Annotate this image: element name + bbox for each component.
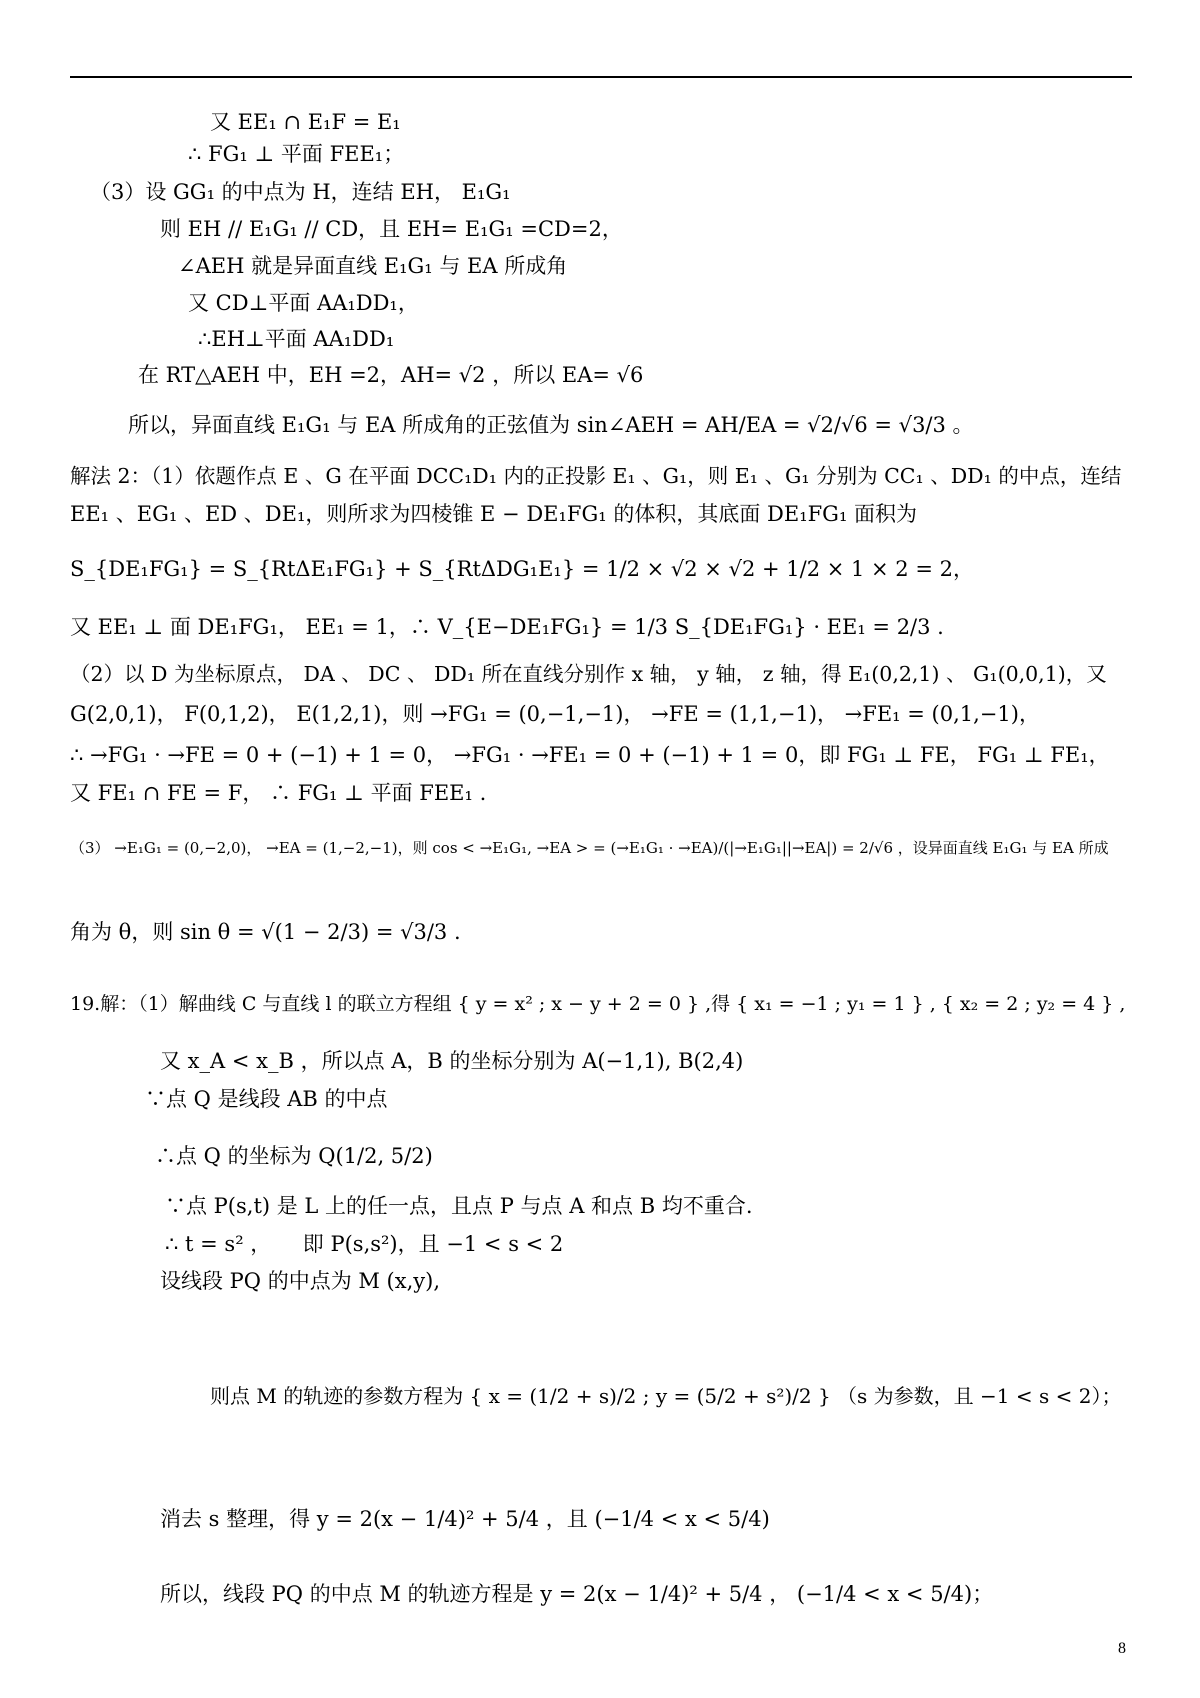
text-line: 19.解：（1）解曲线 C 与直线 l 的联立方程组 { y = x² ; x − y + 2 = 0 } ,得 { x₁ = −1 ; y₁ = 1 } , { x₂ = 2 ; y₂ = 4 } , bbox=[70, 993, 1126, 1015]
text-line: ∵点 Q 是线段 AB 的中点 bbox=[145, 1087, 388, 1111]
text-line: ∴EH⊥平面 AA₁DD₁ bbox=[198, 327, 395, 351]
text-line: EE₁ 、EG₁ 、ED 、DE₁，则所求为四棱锥 E − DE₁FG₁ 的体积，其底面 DE₁FG₁ 面积为 bbox=[70, 502, 918, 526]
text-line: ∴点 Q 的坐标为 Q(1/2, 5/2) bbox=[155, 1144, 433, 1168]
text-line: 则 EH // E₁G₁ // CD，且 EH= E₁G₁ =CD=2， bbox=[160, 217, 623, 241]
text-line: G(2,0,1)， F(0,1,2)， E(1,2,1)，则 →FG₁ = (0,−1,−1)， →FE = (1,1,−1)， →FE₁ = (0,1,−1)， bbox=[70, 702, 1040, 726]
text-line: （3）设 GG₁ 的中点为 H，连结 EH， E₁G₁ bbox=[90, 180, 511, 204]
text-line: 又 CD⊥平面 AA₁DD₁， bbox=[188, 291, 419, 315]
text-line: 所以，异面直线 E₁G₁ 与 EA 所成角的正弦值为 sin∠AEH = AH/EA = √2/√6 = √3/3 。 bbox=[128, 413, 974, 437]
text-line: ∠AEH 就是异面直线 E₁G₁ 与 EA 所成角 bbox=[178, 254, 568, 278]
text-line: 又 EE₁ ⊥ 面 DE₁FG₁， EE₁ = 1，∴ V_{E−DE₁FG₁} = 1/3 S_{DE₁FG₁} · EE₁ = 2/3 . bbox=[70, 615, 944, 639]
text-line: 设线段 PQ 的中点为 M (x,y), bbox=[160, 1269, 440, 1293]
text-line: ∴ →FG₁ · →FE = 0 + (−1) + 1 = 0， →FG₁ · →FE₁ = 0 + (−1) + 1 = 0，即 FG₁ ⊥ FE， FG₁ ⊥ FE₁， bbox=[70, 743, 1110, 767]
text-line: ∴ t = s² ， 即 P(s,s²)，且 −1 < s < 2 bbox=[165, 1232, 564, 1256]
text-line: 又 FE₁ ∩ FE = F， ∴ FG₁ ⊥ 平面 FEE₁ . bbox=[70, 781, 487, 805]
text-line: ∴ FG₁ ⊥ 平面 FEE₁； bbox=[188, 142, 405, 166]
text-line: 所以，线段 PQ 的中点 M 的轨迹方程是 y = 2(x − 1/4)² + 5/4 ， (−1/4 < x < 5/4)； bbox=[160, 1582, 994, 1606]
header-rule bbox=[70, 76, 1132, 78]
text-line: ∵点 P(s,t) 是 L 上的任一点，且点 P 与点 A 和点 B 均不重合. bbox=[165, 1194, 753, 1218]
text-line: S_{DE₁FG₁} = S_{RtΔE₁FG₁} + S_{RtΔDG₁E₁} = 1/2 × √2 × √2 + 1/2 × 1 × 2 = 2， bbox=[70, 557, 974, 581]
text-line: 消去 s 整理，得 y = 2(x − 1/4)² + 5/4 ，且 (−1/4 < x < 5/4) bbox=[160, 1507, 770, 1531]
text-line: 解法 2：（1）依题作点 E 、G 在平面 DCC₁D₁ 内的正投影 E₁ 、G₁，则 E₁ 、G₁ 分别为 CC₁ 、DD₁ 的中点，连结 bbox=[70, 464, 1122, 488]
text-line: 则点 M 的轨迹的参数方程为 { x = (1/2 + s)/2 ; y = (5/2 + s²)/2 } （s 为参数，且 −1 < s < 2）； bbox=[210, 1384, 1122, 1408]
text-line: 又 EE₁ ∩ E₁F = E₁ bbox=[210, 110, 401, 134]
text-line: 又 x_A < x_B ，所以点 A，B 的坐标分别为 A(−1,1), B(2,4) bbox=[160, 1049, 744, 1073]
page-number: 8 bbox=[1118, 1640, 1126, 1657]
text-line: 在 RT△AEH 中，EH =2，AH= √2 ，所以 EA= √6 bbox=[138, 363, 644, 387]
text-line: （2）以 D 为坐标原点， DA 、 DC 、 DD₁ 所在直线分别作 x 轴， y 轴， z 轴，得 E₁(0,2,1) 、 G₁(0,0,1)，又 bbox=[70, 662, 1107, 686]
text-line: 角为 θ，则 sin θ = √(1 − 2/3) = √3/3 . bbox=[70, 920, 461, 944]
text-line: （3） →E₁G₁ = (0,−2,0)， →EA = (1,−2,−1)，则 cos < →E₁G₁, →EA > = (→E₁G₁ · →EA)/(|→E₁G₁||→EA|) = 2/√6 ，设异面直线 E₁G₁ 与 EA 所成 bbox=[70, 839, 1109, 857]
